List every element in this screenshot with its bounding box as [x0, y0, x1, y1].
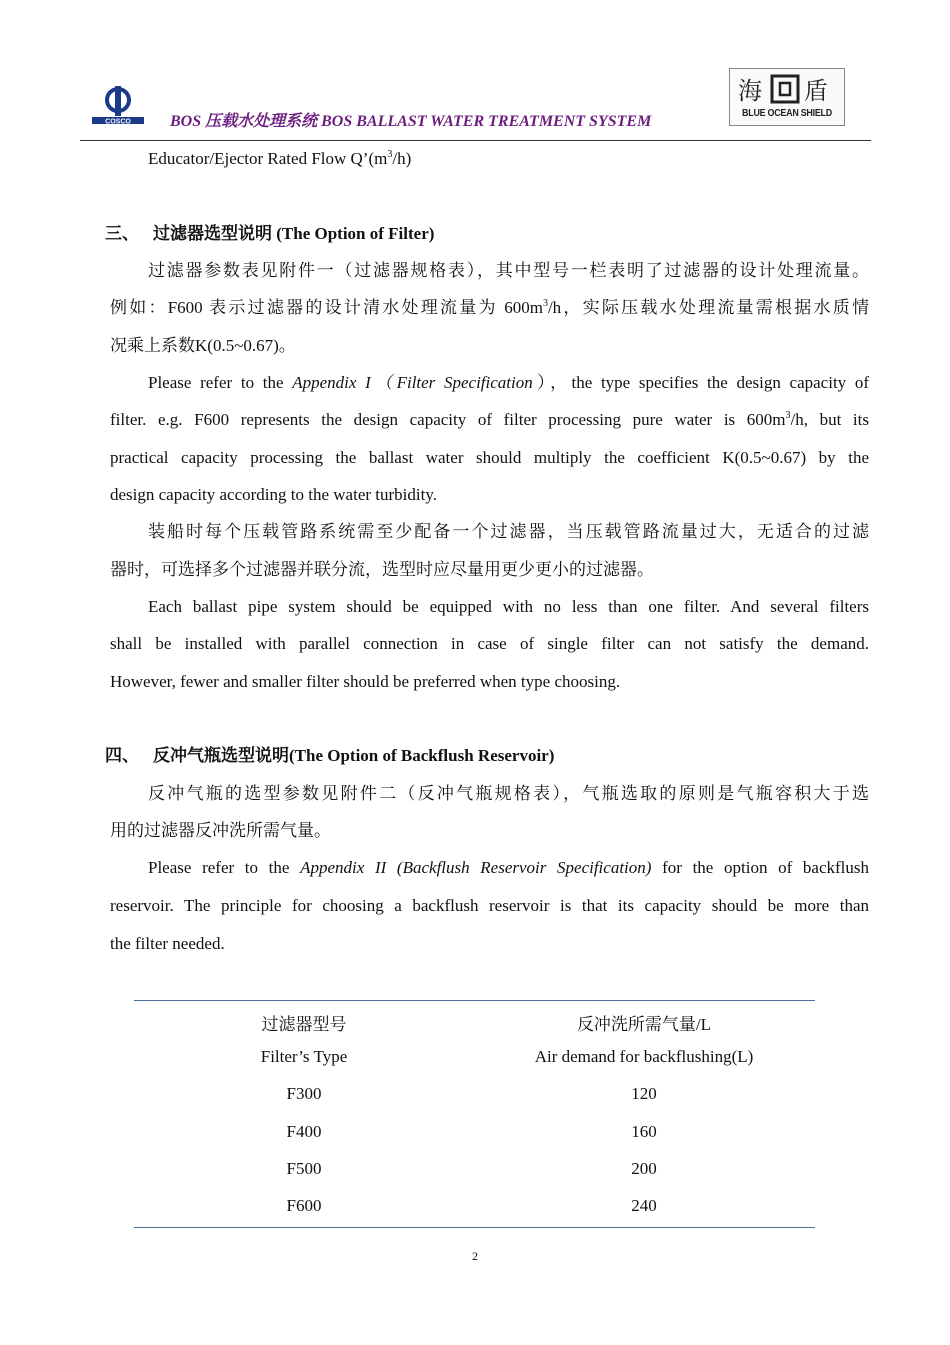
table-cell: 240 [631, 1196, 657, 1215]
table-cell: F600 [286, 1196, 322, 1215]
table-row [134, 1196, 815, 1218]
section-3-heading: 三、 过滤器选型说明 (The Option of Filter) [105, 224, 435, 243]
paragraph-line: 反冲气瓶的选型参数见附件二（反冲气瓶规格表），气瓶选取的原则是气瓶容积大于选 [148, 784, 869, 803]
paragraph-line: practical capacity processing the ballast water should multiply the coefficient K(0.5~0.67) by the [110, 448, 869, 467]
paragraph-line: 用的过滤器反冲洗所需气量。 [110, 821, 331, 840]
page-number: 2 [472, 1249, 478, 1263]
table-cell: 120 [631, 1084, 657, 1103]
paragraph-line: design capacity according to the water turbidity. [110, 485, 437, 504]
cosco-logo-icon [90, 86, 146, 126]
svg-text:COSCO: COSCO [105, 118, 131, 126]
header-divider [80, 140, 871, 141]
table-row [134, 1122, 815, 1144]
table-header-cell: Filter’s Type [260, 1047, 348, 1066]
table-cell: F500 [286, 1159, 322, 1178]
shield-logo-icon [736, 73, 836, 105]
shield-logo-text: BLUE OCEAN SHIELD [742, 107, 832, 119]
paragraph-line: shall be installed with parallel connection in case of single filter can not satisfy the demand. [110, 634, 869, 653]
page-header [80, 60, 871, 140]
table-cell: F300 [286, 1084, 322, 1103]
paragraph-line: 器时，可选择多个过滤器并联分流，选型时应尽量用更少更小的过滤器。 [110, 560, 654, 579]
paragraph-line: filter. e.g. F600 represents the design capacity of filter processing pure water is $600m^3/h$, but its [110, 410, 869, 429]
table-row [134, 1159, 815, 1181]
paragraph-line: reservoir. The principle for choosing a backflush reservoir is that its capacity should be more than [110, 896, 869, 915]
table-header-row [134, 1047, 815, 1069]
blue-ocean-shield-logo [729, 68, 845, 126]
section-4-heading: 四、 反冲气瓶选型说明(The Option of Backflush Reservoir) [105, 746, 555, 765]
table-cell: 160 [631, 1122, 657, 1141]
table-header-cell: 反冲洗所需气量/L [576, 1015, 712, 1034]
paragraph-line: 装船时每个压载管路系统需至少配备一个过滤器，当压载管路流量过大，无适合的过滤 [148, 522, 869, 541]
table-row [134, 1084, 815, 1106]
paragraph-line: 过滤器参数表见附件一（过滤器规格表），其中型号一栏表明了过滤器的设计处理流量。 [148, 261, 869, 280]
backflush-air-table [134, 1000, 815, 1228]
svg-text:盾: 盾 [804, 77, 828, 105]
header-title: BOS 压载水处理系统 BOS BALLAST WATER TREATMENT SYSTEM [170, 113, 652, 130]
paragraph-line: Please refer to the Appendix I（Filter Specification），the type specifies the design capacity of [148, 373, 870, 392]
table-cell: 200 [631, 1159, 657, 1178]
paragraph-line: the filter needed. [110, 934, 225, 953]
table-header-cell: Air demand for backflushing(L) [534, 1047, 754, 1066]
paragraph-line: Each ballast pipe system should be equipped with no less than one filter. And several filters [148, 597, 869, 616]
table-header-row [134, 1010, 815, 1032]
paragraph-line: Please refer to the Appendix II (Backflush Reservoir Specification) for the option of backflush [148, 858, 869, 877]
paragraph-line: However, fewer and smaller filter should be preferred when type choosing. [110, 672, 621, 691]
paragraph-line: 况乘上系数K(0.5~0.67)。 [110, 336, 296, 355]
table-cell: F400 [286, 1122, 322, 1141]
flow-label: Educator/Ejector Rated Flow $Q’(m^3/h)$ [148, 149, 412, 168]
table-header-cell: 过滤器型号 [261, 1015, 347, 1034]
svg-text:海: 海 [738, 77, 762, 105]
paragraph-line: 例如：F600 表示过滤器的设计清水处理流量为 $600m^3/h$，实际压载水处理流量需根据水质情 [110, 298, 869, 317]
